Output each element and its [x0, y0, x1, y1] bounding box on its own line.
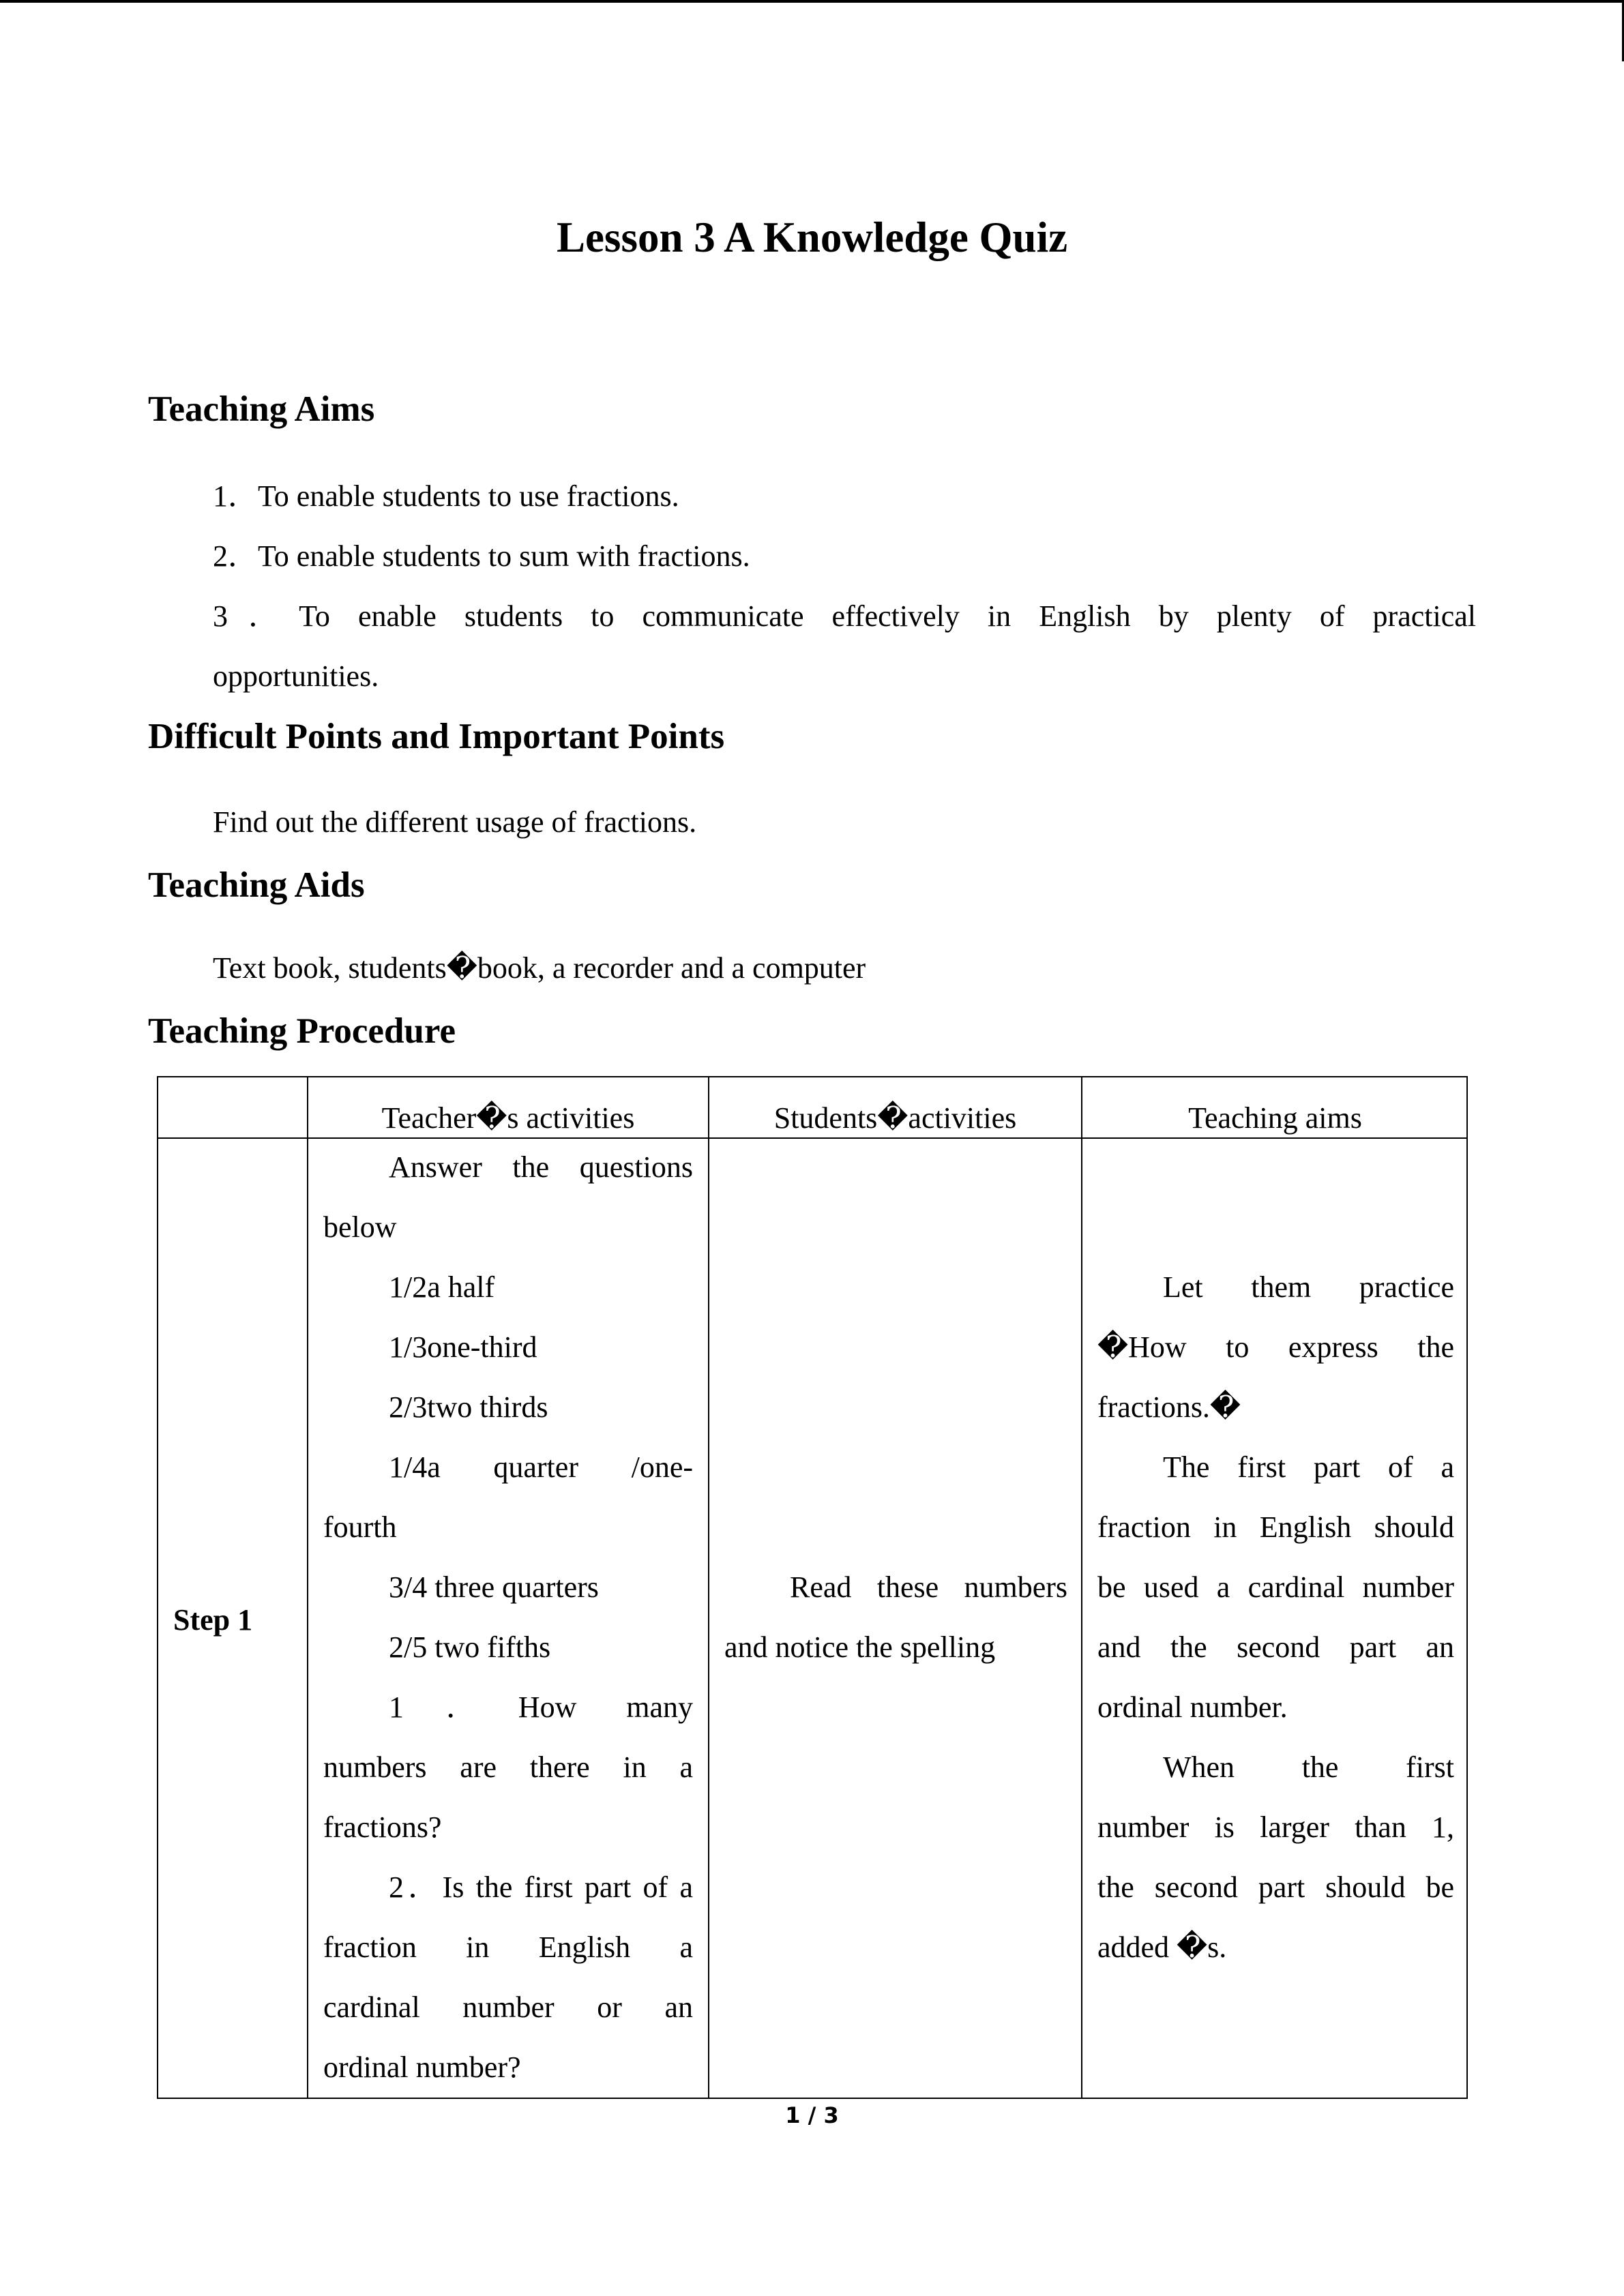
- teacher-line: 2/3two thirds: [389, 1390, 548, 1424]
- top-border: [0, 0, 1624, 3]
- step-label: Step 1: [173, 1603, 253, 1637]
- teacher-line: 1/2a half: [389, 1270, 495, 1304]
- aims-line: fractions.�: [1097, 1390, 1241, 1424]
- aims-line: the second part should be: [1097, 1870, 1454, 1904]
- aims-list: [213, 466, 1476, 706]
- points-text: Find out the different usage of fractions.: [213, 805, 697, 839]
- aims-line: Let them practice: [1163, 1270, 1454, 1304]
- aims-line: The first part of a: [1163, 1450, 1454, 1484]
- aims-item: 2．To enable students to sum with fractions.: [213, 539, 750, 573]
- heading-teaching-aids: Teaching Aids: [148, 865, 365, 905]
- students-activities-cell: [724, 1557, 1067, 1678]
- header-cell-teacher: Teacher�s activities: [381, 1101, 635, 1135]
- table-divider: [307, 1077, 308, 2098]
- aids-text: Text book, students�book, a recorder and a computer: [213, 951, 866, 985]
- teacher-line: 1．How many: [389, 1690, 693, 1724]
- aims-item: opportunities.: [213, 659, 379, 693]
- teacher-line: fourth: [323, 1510, 397, 1544]
- teacher-line: fractions?: [323, 1810, 442, 1844]
- heading-teaching-procedure: Teaching Procedure: [148, 1011, 456, 1051]
- teacher-line: fraction in English a: [323, 1930, 693, 1964]
- aims-line: ordinal number.: [1097, 1690, 1288, 1724]
- teacher-line: 2/5 two fifths: [389, 1630, 551, 1664]
- teacher-line: 1/4a quarter /one-: [389, 1450, 693, 1484]
- procedure-table: [157, 1076, 1468, 2099]
- student-line: and notice the spelling: [724, 1630, 996, 1664]
- student-line: Read these numbers: [790, 1570, 1067, 1604]
- teacher-line: 1/3one-third: [389, 1330, 537, 1364]
- teacher-line: 2．Is the first part of a: [389, 1870, 693, 1904]
- aims-line: When the first: [1163, 1750, 1454, 1784]
- aims-line: be used a cardinal number: [1097, 1570, 1454, 1604]
- teacher-line: below: [323, 1210, 397, 1244]
- aims-line: added �s.: [1097, 1930, 1227, 1964]
- aims-line: fraction in English should: [1097, 1510, 1454, 1544]
- header-cell-empty: [158, 1077, 307, 1137]
- teacher-line: numbers are there in a: [323, 1750, 693, 1784]
- header-cell-students: Students�activities: [773, 1101, 1017, 1135]
- aims-line: and the second part an: [1097, 1630, 1454, 1664]
- aims-item: 1．To enable students to use fractions.: [213, 479, 679, 513]
- teacher-activities-cell: [323, 1137, 693, 2098]
- header-cell-aims: Teaching aims: [1188, 1101, 1362, 1135]
- heading-difficult-points: Difficult Points and Important Points: [148, 717, 725, 756]
- aims-line: number is larger than 1,: [1097, 1810, 1454, 1844]
- table-divider: [1081, 1077, 1082, 2098]
- teacher-line: 3/4 three quarters: [389, 1570, 599, 1604]
- teaching-aims-cell: [1097, 1257, 1454, 1978]
- page-number: 1 / 3: [785, 2102, 839, 2128]
- aims-item: 3．To enable students to communicate effectively in English by plenty of practical: [213, 599, 1476, 633]
- aims-line: �How to express the: [1097, 1330, 1454, 1364]
- teacher-line: Answer the questions: [389, 1150, 693, 1184]
- heading-teaching-aims: Teaching Aims: [148, 389, 375, 429]
- teacher-line: cardinal number or an: [323, 1991, 693, 2024]
- teacher-line: ordinal number?: [323, 2051, 521, 2084]
- document-title: Lesson 3 A Knowledge Quiz: [556, 213, 1068, 261]
- table-divider: [708, 1077, 709, 2098]
